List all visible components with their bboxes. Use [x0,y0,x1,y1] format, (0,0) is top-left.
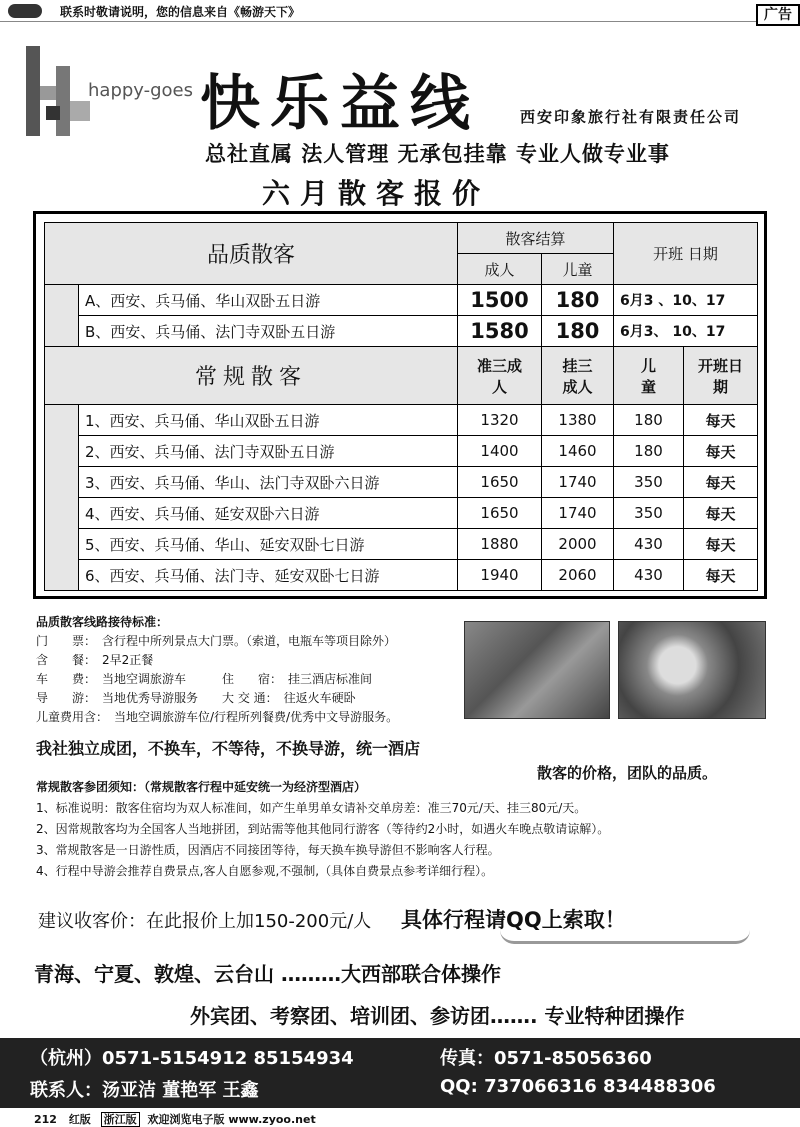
col-listed3: 挂三成人 [542,347,614,405]
route-cell: 5、西安、兵马俑、华山、延安双卧七日游 [79,529,458,560]
service-standards [36,613,456,727]
dates-cell: 每天 [684,467,758,498]
child-cell: 180 [614,436,684,467]
price-cell: 1650 [458,467,542,498]
child-price: 180 [542,285,614,316]
price-cell: 1940 [458,560,542,591]
table-row [45,529,758,560]
ad-tag: 广告 [756,4,800,26]
note-item: 4、行程中导游会推荐自费景点,客人自愿参观,不强制,（具体自费景点参考详细行程）。 [36,864,494,878]
contact-bar [0,1038,800,1108]
price-cell: 1740 [542,467,614,498]
route-cell: 6、西安、兵马俑、法门寺、延安双卧七日游 [79,560,458,591]
dates-cell: 每天 [684,436,758,467]
notes-title: 常规散客参团须知：（常规散客行程中延安统一为经济型酒店） [36,780,367,794]
child-cell: 350 [614,467,684,498]
price-cell: 1380 [542,405,614,436]
standards-title: 品质散客线路接待标准： [36,615,169,629]
edition-red: 红版 [68,1113,91,1126]
qq-numbers: QQ: 737066316 834488306 [440,1076,716,1097]
magazine-logo-icon [8,4,42,18]
regular-header: 常规散客 [45,347,458,405]
price-cell: 1400 [458,436,542,467]
price-table [44,222,758,591]
spacer-cell [45,285,79,347]
standards-line: 儿童费用含： 当地空调旅游车位/行程所列餐费/优秀中文导游服务。 [36,710,399,724]
standards-line: 含 餐： 2早2正餐 [36,653,154,667]
child-header: 儿童 [542,254,614,285]
claim-tagline: 散客的价格，团队的品质。 [537,764,718,782]
price-cell: 1740 [542,498,614,529]
company-name: 西安印象旅行社有限责任公司 [520,108,742,126]
table-row [45,467,758,498]
edition-zhejiang: 浙江版 [101,1112,140,1127]
col-dates: 开班日期 [684,347,758,405]
standards-line: 导 游： 当地优秀导游服务 大 交 通： 往返火车硬卧 [36,691,356,705]
price-cell: 2000 [542,529,614,560]
spacer-cell [45,405,79,591]
col-child: 儿童 [614,347,684,405]
price-cell: 2060 [542,560,614,591]
route-cell: 3、西安、兵马俑、华山、法门寺双卧六日游 [79,467,458,498]
page-footer [34,1111,316,1127]
route-cell: 2、西安、兵马俑、法门寺双卧五日游 [79,436,458,467]
quality-header: 品质散客 [45,223,458,285]
child-cell: 430 [614,529,684,560]
child-cell: 350 [614,498,684,529]
table-row [45,560,758,591]
date-header: 开班 日期 [614,223,758,285]
route-cell: A、西安、兵马俑、华山双卧五日游 [79,285,458,316]
phone: （杭州）0571-5154912 85154934 [30,1048,354,1069]
website: 欢迎浏览电子版 www.zyoo.net [147,1113,316,1126]
route-cell: B、西安、兵马俑、法门寺双卧五日游 [79,316,458,347]
peony-flower-photo [618,621,766,719]
child-cell: 180 [614,405,684,436]
top-bar [0,0,800,22]
suggest-text: 建议收客价：在此报价上加150-200元/人 [38,911,372,932]
price-cell: 1880 [458,529,542,560]
price-cell: 1320 [458,405,542,436]
top-bar-text: 联系时敬请说明，您的信息来自《畅游天下》 [60,5,301,19]
note-item: 2、因常规散客均为全国客人当地拼团，到站需等他其他同行游客（等待约2小时，如遇火车晚点敬请谅解）。 [36,822,610,836]
child-price: 180 [542,316,614,347]
fax: 传真：0571-85056360 [440,1048,652,1069]
price-cell: 1650 [458,498,542,529]
region-line: 青海、宁夏、敦煌、云台山 ………大西部联合体操作 [34,962,501,986]
dates-cell: 每天 [684,498,758,529]
standards-line: 车 费： 当地空调旅游车 住 宿： 挂三酒店标准间 [36,672,373,686]
table-row [45,285,758,316]
claim-line: 我社独立成团，不换车，不等待，不换导游，统一酒店 [36,739,421,758]
adult-price: 1500 [458,285,542,316]
child-cell: 430 [614,560,684,591]
route-cell: 1、西安、兵马俑、华山双卧五日游 [79,405,458,436]
price-cell: 1460 [542,436,614,467]
dates-cell: 6月3、 10、17 [614,316,758,347]
route-cell: 4、西安、兵马俑、延安双卧六日游 [79,498,458,529]
regular-notes [36,777,776,882]
table-row [45,436,758,467]
contact-people: 联系人：汤亚洁 董艳军 王鑫 [30,1080,259,1101]
qq-request: 具体行程请QQ上索取！ [401,908,626,932]
adult-price: 1580 [458,316,542,347]
table-row [45,405,758,436]
dates-cell: 每天 [684,405,758,436]
terracotta-warriors-photo [464,621,610,719]
note-item: 1、标准说明：散客住宿均为双人标准间，如产生单男单女请补交单房差：准三70元/天、挂三80元/天。 [36,801,587,815]
dates-cell: 每天 [684,560,758,591]
brand-english: happy-goes [88,80,194,101]
dates-cell: 每天 [684,529,758,560]
table-row [45,498,758,529]
dates-cell: 6月3 、10、17 [614,285,758,316]
col-standard3: 准三成人 [458,347,542,405]
standards-line: 门 票： 含行程中所列景点大门票。（索道，电瓶车等项目除外） [36,634,397,648]
note-item: 3、常规散客是一日游性质，因酒店不同接团等待，每天换车换导游但不影响客人行程。 [36,843,500,857]
page-title: 六月散客报价 [262,177,491,210]
swoosh-decoration [500,930,750,944]
adult-header: 成人 [458,254,542,285]
brand-title: 快乐益线 [200,69,480,139]
settle-header: 散客结算 [458,223,614,254]
page-number: 212 [34,1113,57,1126]
table-row [45,316,758,347]
special-groups-line: 外宾团、考察团、培训团、参访团……. 专业特种团操作 [190,1004,685,1028]
slogan: 总社直属 法人管理 无承包挂靠 专业人做专业事 [205,142,670,166]
